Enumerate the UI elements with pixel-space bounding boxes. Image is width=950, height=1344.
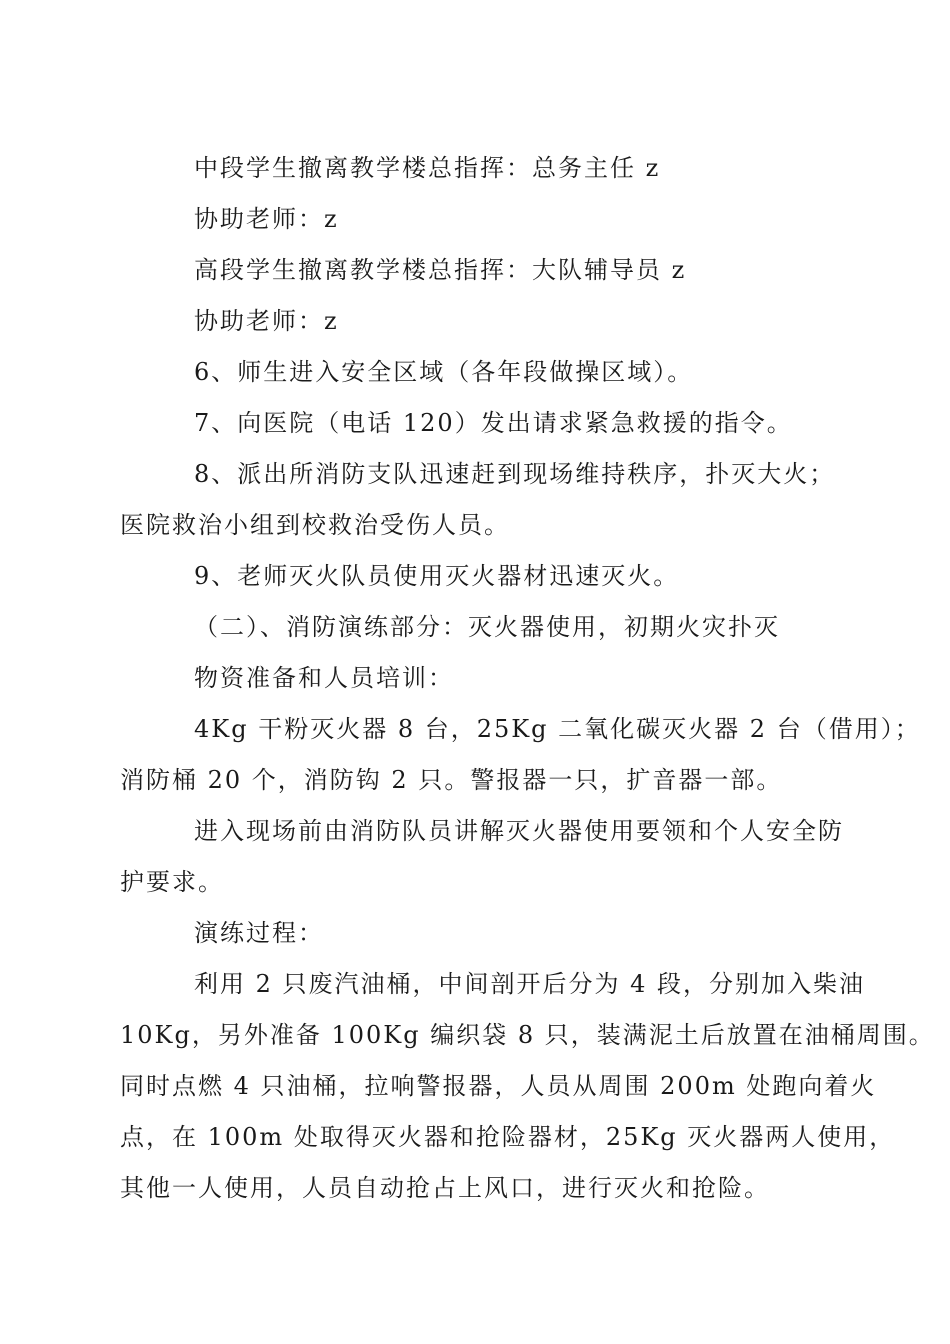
text-line: 协助老师：z [194,307,339,335]
text-line: 7、向医院（电话 120）发出请求紧急救援的指令。 [194,409,793,437]
text-line: 协助老师：z [194,205,339,233]
text-line: 中段学生撤离教学楼总指挥：总务主任 z [194,154,661,182]
text-line: 护要求。 [120,868,224,896]
text-line: 点，在 100m 处取得灭火器和抢险器材，25Kg 灭火器两人使用， [120,1123,896,1151]
document-body [120,143,935,1214]
text-line: 物资准备和人员培训： [194,664,454,692]
text-line: 消防桶 20 个，消防钩 2 只。警报器一只，扩音器一部。 [120,766,783,794]
text-line: 进入现场前由消防队员讲解灭火器使用要领和个人安全防 [194,817,844,845]
text-line: 10Kg，另外准备 100Kg 编织袋 8 只，装满泥土后放置在油桶周围。 [120,1021,935,1049]
text-line: 8、派出所消防支队迅速赶到现场维持秩序，扑灭大火； [194,460,836,488]
text-line: 高段学生撤离教学楼总指挥：大队辅导员 z [194,256,687,284]
text-line: 9、老师灭火队员使用灭火器材迅速灭火。 [194,562,680,590]
text-line: 同时点燃 4 只油桶，拉响警报器，人员从周围 200m 处跑向着火 [120,1072,877,1100]
text-line: 其他一人使用，人员自动抢占上风口，进行灭火和抢险。 [120,1174,770,1202]
text-line: 演练过程： [194,919,324,947]
text-line: 利用 2 只废汽油桶，中间剖开后分为 4 段，分别加入柴油 [194,970,866,998]
text-line: 医院救治小组到校救治受伤人员。 [120,511,510,539]
text-line: 6、师生进入安全区域（各年段做操区域）。 [194,358,694,386]
section-heading: （二）、消防演练部分：灭火器使用，初期火灾扑灭 [194,613,780,641]
text-line: 4Kg 干粉灭火器 8 台，25Kg 二氧化碳灭火器 2 台（借用）； [194,715,921,743]
